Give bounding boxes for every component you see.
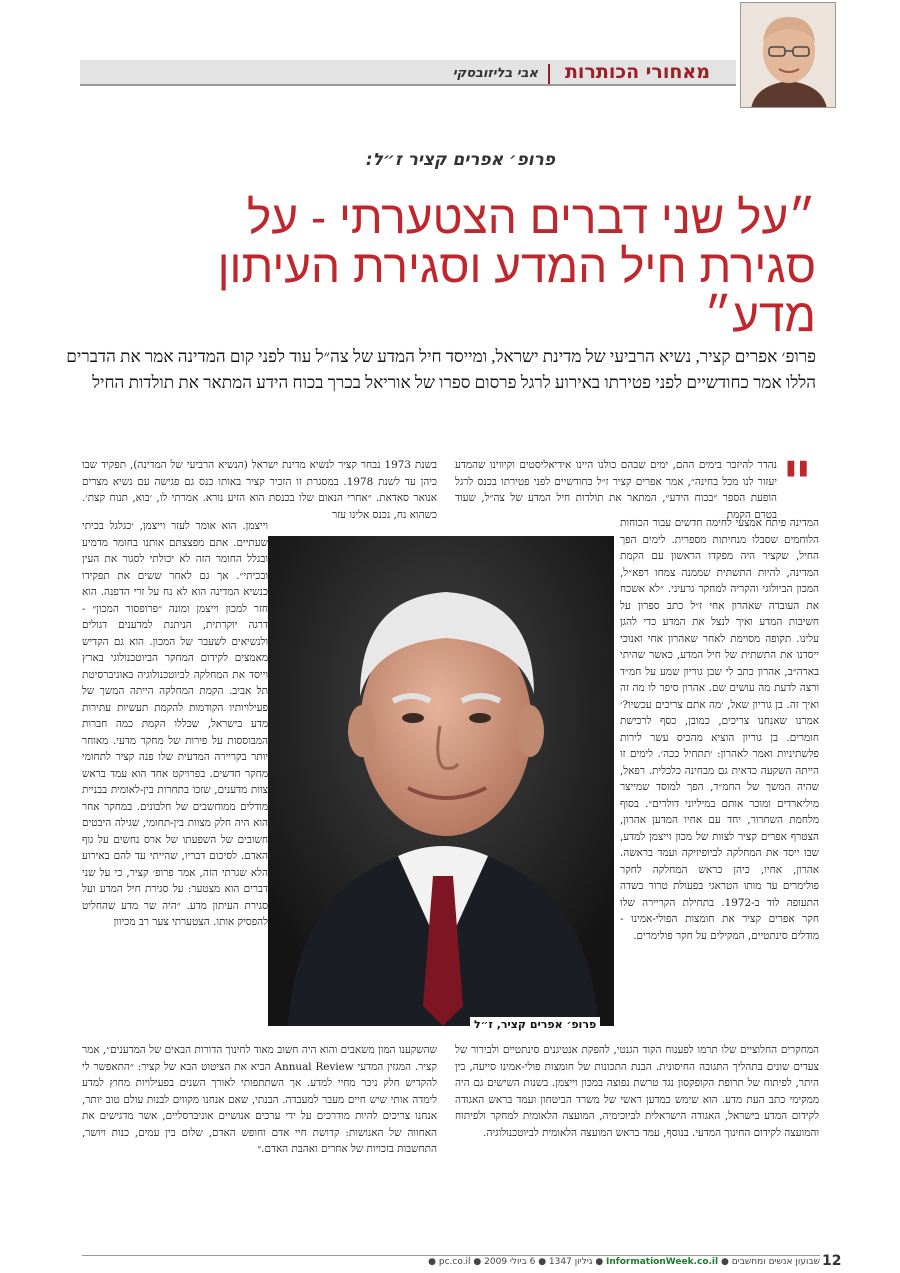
author-byline: אבי בליזובסקי — [452, 66, 538, 81]
photo-caption: פרופ׳ אפרים קציר, ז״ל — [470, 1017, 600, 1032]
header-divider — [548, 64, 550, 84]
body-text-left-column: וייצמן. הוא אומר לעזר וייצמן, ׳כגלגל בכיתי שעתיים. אתם מפצצתם אותנו בחומר מדמיע ובגלל החומר הזה לא יכולתי לסגור את העין ובכיתי״. אך גם לאחר ששים את תפקידו כנשיא המדינה הוא לא נח על זרי הדפנה. הוא חזר למכון וייצמן ומונה ״פרופסור המכון״ - דרגה יוקרתית, הניתנת למדענים דגולים ולנשיאים לשעבר של המכון. הוא גם הקדיש מאמצים לקידום המחקר הביוטכנולוגי בארץ וייסד את המחלקה לביוטכנולוגיה באוניברסיטת תל אביב. הקמת המחלקה הייתה המשך של פעילויותיו הקודמות להקמת תעשיות עתירות מדע בישראל, שכללו הקמת כמה חברות המבוססות על פירות של מחקר מדעי. מאוחר יותר בקריירה המדעית שלו פנה קציר לתחומי מחקר חדשים. בפרויקט אחד הוא עמד בראש צוות מדענים, שזכו בתחרות בין-לאומית בבניית מודלים ממוחשבים של חלבונים. במחקר אחר הוא היה חלק מצוות בין-תחומי, שגילה היבטים חשובים של השפעתו של ארס נחשים על גוף האדם. לסיכום דבריו, שהייתי עד להם באירוע הלא שגרתי הזה, אמר פרופ׳ קציר, כי על שני דברים הוא מצטער: על סגירת חיל המדע ועל סגירת העיתון מדע. ״היה שר מדע שהחליט להפסיק אותו. הצטערתי צער רב מכיוון — [82, 520, 268, 928]
body-text-left-top: בשנת 1973 נבחר קציר לנשיא מדינת ישראל (הנשיא הרביעי של המדינה), תפקיד שבו כיהן עד לשנת 1978. במסגרת זו הזכיר קציר באותו כנס גם פגישה עם נשיא מצרים אנואר סאדאת. ״אחרי הנאום שלו בכנסת הוא הזיע נורא. אמרתי לו, ׳בוא, תנוח קצת׳. כשהוא נח, נכנס אלינו עזר — [82, 459, 437, 521]
footer-site-link[interactable]: InformationWeek.co.il — [606, 1257, 719, 1267]
page-number: 12 — [822, 1253, 842, 1269]
footer-bullet: ● — [470, 1257, 482, 1267]
footer-issue: גיליון 1347 — [548, 1257, 593, 1267]
portrait-photo — [268, 536, 614, 1026]
headline: ״על שני דברים הצטערתי - על סגירת חיל המדע וסגירת העיתון מדע״ — [217, 191, 816, 341]
body-text-right-column: המדינה פיתח אמצעי לחימה חדשים עבור הכוחות הלוחמים שסבלו מנחיתות מספרית. לימים הפך החיל, שקציר היה מפקדו הראשון עם הקמת המדינה, להיות התשתית שממנה צמחו רפא״ל, המכון הביולוגי והקריה למחקר גרעיני. ״לא אשכח את העובדה שאהרון אחי ז״ל כתב ספרון על חשיבות המדע ואיך לנצל את המדע כדי להגן עלינו. תקופה מסוימת לאחר שאהרון אחי ואנוכי ייסדנו את התשתית של חיל המדע, כאשר שהיתי בארה״ב, אהרון כתב לי שבן גוריון שמע על חמ״ד ורצה לדעת מה עושים שם. אהרון סיפר לו מה זה ואיך זה. בן גוריון שאל, ׳מה אתם צריכים עכשיו?׳ אמרנו שאנחנו צריכים, כמובן, כסף לרכישת חומרים. בן גוריון הוציא מהכיס עשר לירות פלשתיניות ואמר לאהרון: ׳תתחיל ככה׳. לימים זו הייתה השקעה כדאית גם מבחינה כלכלית. רפאל, שהיה המשך של החמ״ד, הפך למוסד שמייצר מיליארדים ומוכר אותם במיליוני דולרים״. בסוף מלחמת השחרור, יחד עם אחיו המדען אהרון, הצטרף אפרים קציר לצוות של מכון וייצמן למדע, שבו ייסד את המחלקה לביופיזיקה ועמד בראשה. אהרון, אחיו, כיהן כראש המחלקה לחקר פולימרים עד מותו הטראגי בפעולת טרור בשדה התעופה לוד ב-1972. בתחילת הקריירה שלו חקר אפרים קציר את חומצות הפולי-אמינו - מודלים סינתטיים, המקילים על חקר פולימרים. — [620, 517, 819, 942]
body-text-right-top: נהדר להיזכר בימים ההם, ימים שבהם כולנו היינו אידיאליסטים וקיווינו שהמדע יעזור לנו מכל בחינה״, אמר אפרים קציר ז״ל כחודשיים לפני פטירתו בכנס לרגל הופעת הספר ״בכוח הידע״, המתאר את תולדות חיל המדע של צה״ל, שעוד בטרם הקמת — [455, 459, 777, 521]
body-text-bottom-left: שהשקענו המון משאבים והוא היה חשוב מאוד לחינוך הדורות הבאים של המדענים״, אמר קציר. המגזין המדעי Annual Review הביא את הציטוט הבא של קציר: ״התאפשר לי להקדיש חלק ניכר מחיי למדע. אך השתתפותי לאורך השנים בפעילויות מחוץ למדע לימדה אותי שיש חיים מעבר למעבדה. הבנתי, שאם אנחנו מקווים לבנות עולם טוב יותר, אנחנו צריכים להיות מודרכים על ידי ערכים אנושיים אוניברסליים, אשר מדגישים את האחווה של האנושות: קדושת חיי אדם וחופש האדם, שלום בין עמים, כנות ויושר, התחשבות בזכויות של אחרים ואהבת האדם.״ — [82, 1044, 437, 1155]
body-text-bottom-right: המחקרים החלוציים שלו תרמו לפענוח הקוד הגנטי, להפקת אנטיגנים סינתטיים ולבירור של צעדים שונים בתהליך התגובה החיסונית. הבנת התכונות של חומצות פולי-אמינו סייעה, בין היתר, לפיתוח של תרופת הקופקסון נגד טרשת נפוצה במכון וייצמן. בשנות השישים גם היה ממקימי כתב העת מדע. הוא שימש כמדען ראשי של משרד הביטחון ועמד בראש האגודה לקידום המדע בישראל, האגודה הישראלית לביוכימיה, המועצה הלאומית למחקר ולפיתוח והמועצה לקידום החינוך המדעי. בנוסף, עמד בראש המועצה הלאומית לביוטכנולוגיה. — [455, 1044, 819, 1139]
footer-site2-link[interactable]: pc.co.il — [438, 1257, 471, 1267]
kicker: פרופ׳ אפרים קציר ז״ל: — [365, 150, 555, 170]
lead-paragraph: פרופ׳ אפרים קציר, נשיא הרביעי של מדינת ישראל, ומייסד חיל המדע של צה״ל עוד לפני קום המדינה אמר את הדברים הללו אמר כחודשיים לפני פטירתו באירוע לרגל פרסום ספרו של אוריאל בכרך בכוח הידע המתאר את תולדות החיל — [66, 347, 816, 392]
footer-bullet: ● — [535, 1257, 547, 1267]
footer-rule — [82, 1255, 820, 1256]
footer-line — [82, 1257, 820, 1267]
author-portrait — [740, 2, 836, 108]
footer-bullet: ● — [428, 1257, 436, 1267]
footer-bullet: ● — [592, 1257, 604, 1267]
footer-publication: שבועון אנשים ומחשבים — [731, 1257, 820, 1267]
section-title: מאחורי הכותרות — [564, 61, 710, 83]
footer-bullet: ● — [718, 1257, 729, 1267]
quote-mark-icon: " — [782, 449, 813, 517]
footer-date: 6 ביולי 2009 — [484, 1257, 536, 1267]
